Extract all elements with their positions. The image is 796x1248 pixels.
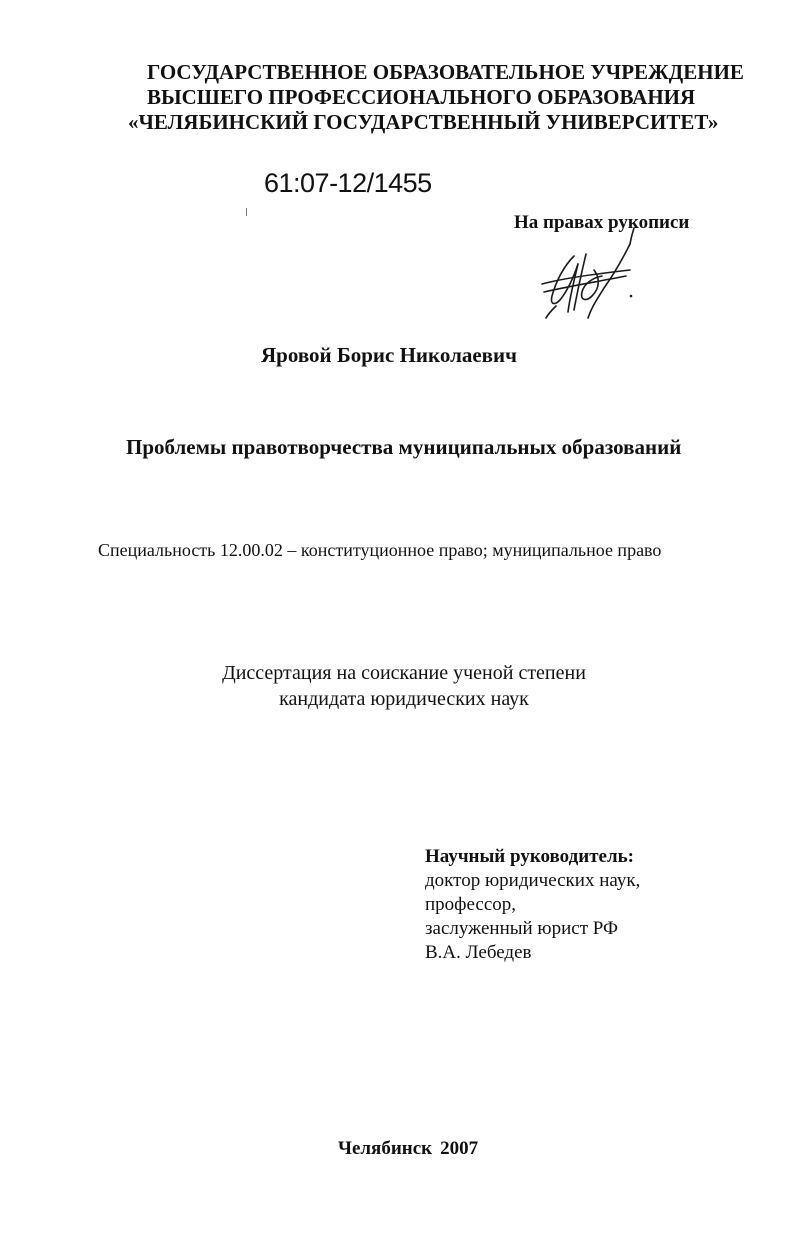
degree-statement <box>0 660 796 712</box>
footer-year: 2007 <box>440 1138 479 1159</box>
signature-icon <box>534 226 644 326</box>
institution-line-3: «ЧЕЛЯБИНСКИЙ ГОСУДАРСТВЕННЫЙ УНИВЕРСИТЕТ» <box>128 110 719 134</box>
supervisor-honor: заслуженный юрист РФ <box>425 918 619 939</box>
footer-place-date <box>338 1138 478 1160</box>
footer-city: Челябинск <box>338 1138 433 1159</box>
degree-line-2: кандидата юридических наук <box>279 688 529 710</box>
specialty-line: Специальность 12.00.02 – конституционное право; муниципальное право <box>98 540 662 560</box>
scan-mark <box>246 208 247 216</box>
dissertation-title: Проблемы правотворчества муниципальных образований <box>126 435 682 459</box>
supervisor-block <box>425 845 640 965</box>
institution-line-2: ВЫСШЕГО ПРОФЕССИОНАЛЬНОГО ОБРАЗОВАНИЯ <box>147 85 696 109</box>
registry-number: 61:07-12/1455 <box>264 168 432 198</box>
manuscript-note: На правах рукописи <box>514 212 690 233</box>
supervisor-heading: Научный руководитель: <box>425 846 634 867</box>
supervisor-degree: доктор юридических наук, <box>425 870 641 891</box>
institution-line-1: ГОСУДАРСТВЕННОЕ ОБРАЗОВАТЕЛЬНОЕ УЧРЕЖДЕНИЕ <box>147 60 744 84</box>
degree-line-1: Диссертация на соискание ученой степени <box>222 662 586 684</box>
institution-header <box>0 60 796 135</box>
supervisor-rank: профессор, <box>425 894 517 915</box>
author-name: Яровой Борис Николаевич <box>261 343 517 367</box>
supervisor-name: В.А. Лебедев <box>425 942 532 963</box>
